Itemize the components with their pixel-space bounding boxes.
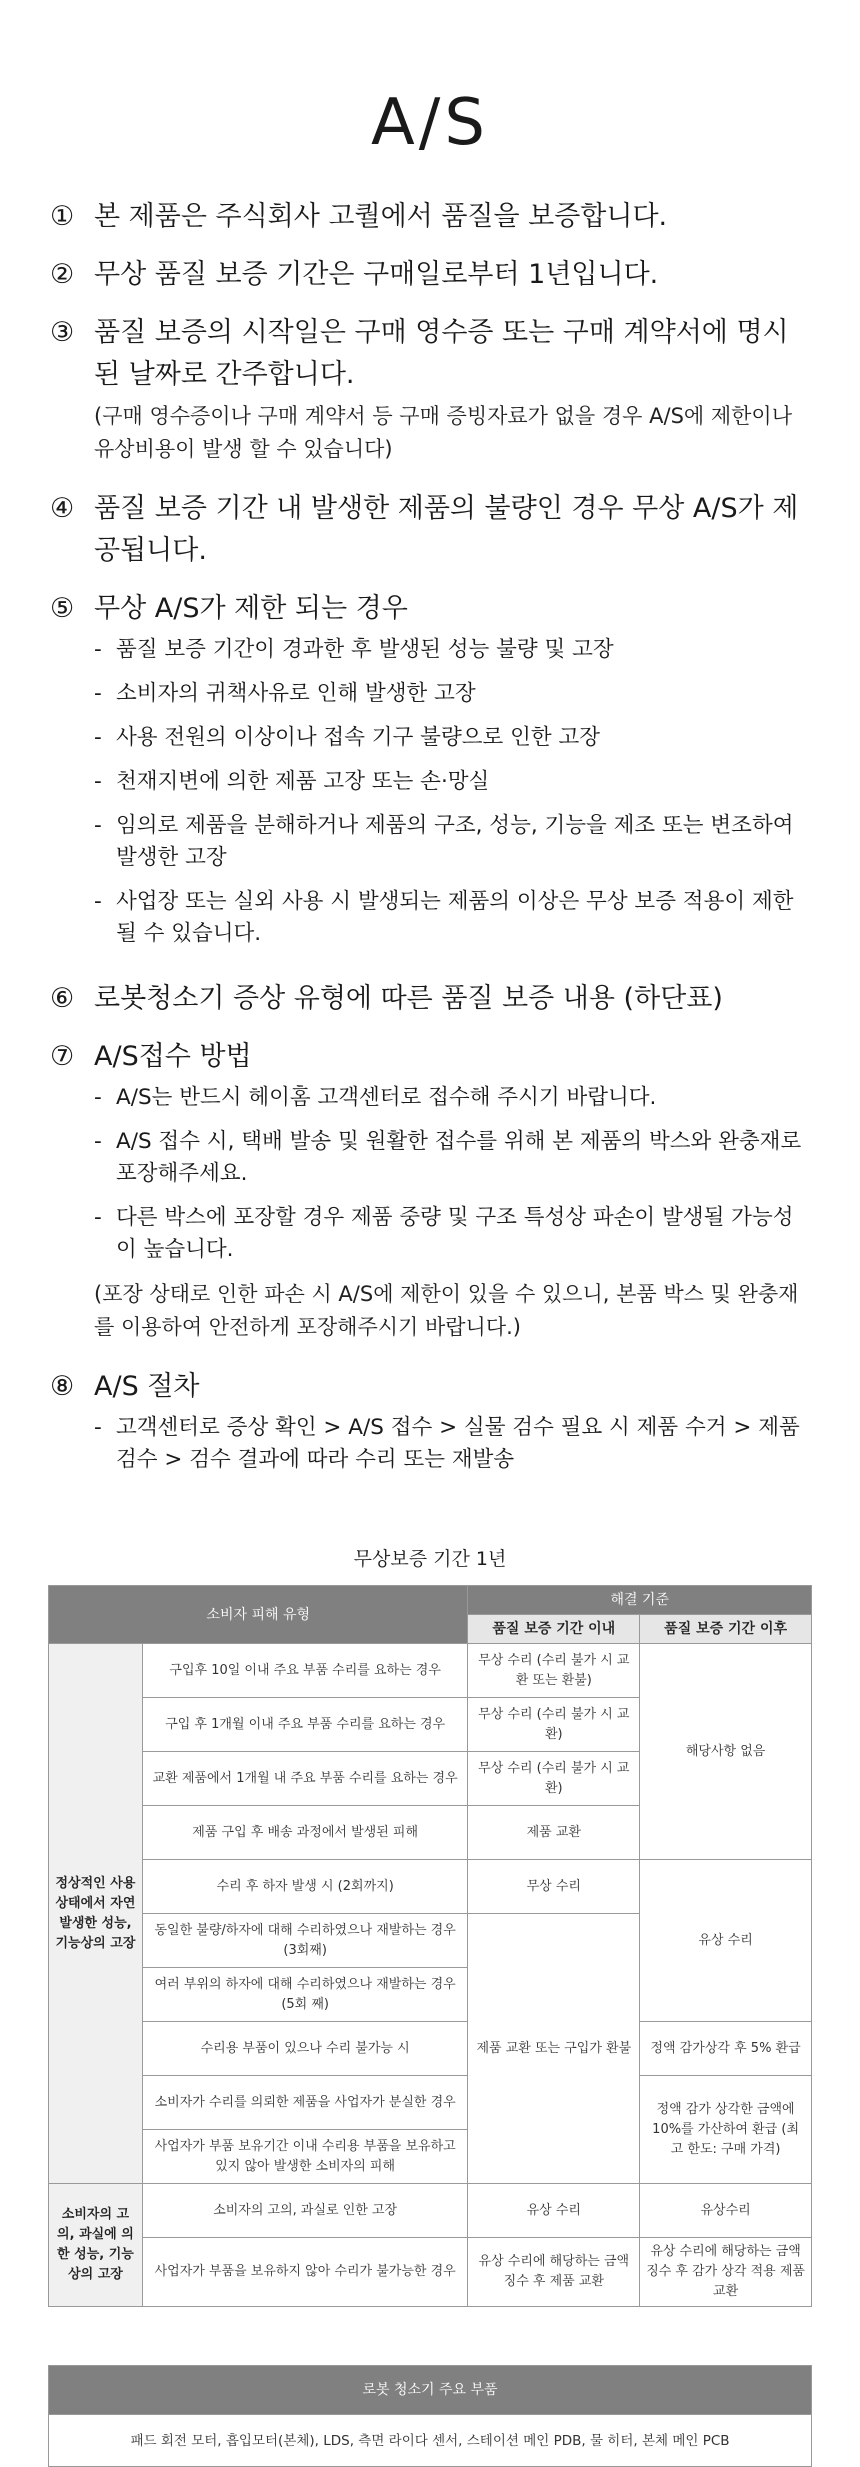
table-cell: 정액 감가상각 후 5% 환급 <box>640 2022 812 2076</box>
page-title: A/S <box>371 86 489 160</box>
table-cell: 유상수리 <box>640 2184 812 2238</box>
table-cell: 유상 수리에 해당하는 금액 징수 후 제품 교환 <box>468 2238 640 2307</box>
table-cell: 제품 교환 <box>468 1806 640 1860</box>
table-cell: 제품 구입 후 배송 과정에서 발생된 피해 <box>142 1806 468 1860</box>
warranty-table <box>48 1585 812 2307</box>
list-item: - 고객센터로 증상 확인 > A/S 접수 > 실물 검수 필요 시 제품 수거 > 제품 검수 > 검수 결과에 따라 수리 또는 재발송 <box>94 1412 812 1476</box>
bullet-text: 사용 전원의 이상이나 접속 기구 불량으로 인한 고장 <box>116 725 600 750</box>
item-text: 품질 보증의 시작일은 구매 영수증 또는 구매 계약서에 명시된 날짜로 간주합니다. <box>94 317 789 390</box>
list-item: - 사용 전원의 이상이나 접속 기구 불량으로 인한 고장 <box>94 722 812 754</box>
list-item: - 사업장 또는 실외 사용 시 발생되는 제품의 이상은 무상 보증 적용이 제한 될 수 있습니다. <box>94 886 812 950</box>
table-cell: 동일한 불량/하자에 대해 수리하였으나 재발하는 경우 (3회째) <box>142 1914 468 1968</box>
table-cell: 수리 후 하자 발생 시 (2회까지) <box>142 1860 468 1914</box>
list-item: - 소비자의 귀책사유로 인해 발생한 고장 <box>94 678 812 710</box>
policy-item <box>50 978 812 1020</box>
table-cell: 수리용 부품이 있으나 수리 불가능 시 <box>142 2022 468 2076</box>
category-normal-use: 정상적인 사용 상태에서 자연 발생한 성능, 기능상의 고장 <box>49 1644 143 2184</box>
item-text: A/S 절차 <box>94 1371 200 1402</box>
policy-item <box>50 1366 812 1488</box>
as-policy-list <box>0 196 860 1488</box>
table-cell: 정액 감가 상각한 금액에 10%를 가산하여 환급 (최고 한도: 구매 가격) <box>640 2076 812 2184</box>
header-after-warranty: 품질 보증 기간 이후 <box>640 1615 812 1644</box>
table-cell: 제품 교환 또는 구입가 환불 <box>468 1914 640 2184</box>
table-cell: 사업자가 부품 보유기간 이내 수리용 부품을 보유하고 있지 않아 발생한 소비자의 피해 <box>142 2130 468 2184</box>
list-item: - 다른 박스에 포장할 경우 제품 중량 및 구조 특성상 파손이 발생될 가능성이 높습니다. <box>94 1202 812 1266</box>
item-text: 무상 품질 보증 기간은 구매일로부터 1년입니다. <box>94 259 659 290</box>
bullet-text: 품질 보증 기간이 경과한 후 발생된 성능 불량 및 고장 <box>116 637 614 662</box>
bullet-list <box>94 634 812 950</box>
main-parts-title: 로봇 청소기 주요 부품 <box>49 2366 811 2414</box>
item-text: 무상 A/S가 제한 되는 경우 <box>94 593 408 624</box>
table-cell: 무상 수리 (수리 불가 시 교환) <box>468 1752 640 1806</box>
table-cell: 사업자가 부품을 보유하지 않아 수리가 불가능한 경우 <box>142 2238 468 2307</box>
bullet-text: 고객센터로 증상 확인 > A/S 접수 > 실물 검수 필요 시 제품 수거 > 제품 검수 > 검수 결과에 따라 수리 또는 재발송 <box>116 1415 800 1472</box>
list-item: - 임의로 제품을 분해하거나 제품의 구조, 성능, 기능을 제조 또는 변조하여 발생한 고장 <box>94 810 812 874</box>
category-user-fault: 소비자의 고의, 과실에 의한 성능, 기능상의 고장 <box>49 2184 143 2307</box>
bullet-text: 소비자의 귀책사유로 인해 발생한 고장 <box>116 681 476 706</box>
table-cell: 여러 부위의 하자에 대해 수리하였으나 재발하는 경우 (5회 째) <box>142 1968 468 2022</box>
list-item: - A/S 접수 시, 택배 발송 및 원활한 접수를 위해 본 제품의 박스와 완충재로 포장해주세요. <box>94 1126 812 1190</box>
policy-item <box>50 254 812 296</box>
table-caption: 무상보증 기간 1년 <box>353 1548 507 1570</box>
table-cell: 유상 수리 <box>640 1860 812 2022</box>
item-text: 로봇청소기 증상 유형에 따른 품질 보증 내용 (하단표) <box>94 983 723 1014</box>
bullet-text: 사업장 또는 실외 사용 시 발생되는 제품의 이상은 무상 보증 적용이 제한 될 수 있습니다. <box>116 889 794 946</box>
item-text: 본 제품은 주식회사 고퀄에서 품질을 보증합니다. <box>94 201 668 232</box>
bullet-text: 다른 박스에 포장할 경우 제품 중량 및 구조 특성상 파손이 발생될 가능성이 높습니다. <box>116 1205 794 1262</box>
bullet-text: A/S는 반드시 헤이홈 고객센터로 접수해 주시기 바랍니다. <box>116 1085 657 1110</box>
item-number: ④ <box>50 493 75 524</box>
item-number: ⑥ <box>50 983 75 1014</box>
table-cell: 소비자의 고의, 과실로 인한 고장 <box>142 2184 468 2238</box>
table-cell: 구입 후 1개월 이내 주요 부품 수리를 요하는 경우 <box>142 1698 468 1752</box>
table-cell: 구입후 10일 이내 주요 부품 수리를 요하는 경우 <box>142 1644 468 1698</box>
policy-item <box>50 312 812 472</box>
item-number: ③ <box>50 317 75 348</box>
policy-item <box>50 588 812 962</box>
table-cell: 교환 제품에서 1개월 내 주요 부품 수리를 요하는 경우 <box>142 1752 468 1806</box>
item-number: ⑧ <box>50 1371 75 1402</box>
table-cell: 해당사항 없음 <box>640 1644 812 1860</box>
bullet-list <box>94 1082 812 1266</box>
item-number: ⑤ <box>50 593 75 624</box>
item-number: ① <box>50 201 75 232</box>
table-cell: 무상 수리 (수리 불가 시 교환) <box>468 1698 640 1752</box>
table-cell: 유상 수리에 해당하는 금액 징수 후 감가 상각 적용 제품 교환 <box>640 2238 812 2307</box>
table-cell: 유상 수리 <box>468 2184 640 2238</box>
item-text: A/S접수 방법 <box>94 1041 252 1072</box>
bullet-list <box>94 1412 812 1476</box>
bullet-text: 임의로 제품을 분해하거나 제품의 구조, 성능, 기능을 제조 또는 변조하여 발생한 고장 <box>116 813 794 870</box>
policy-item <box>50 1036 812 1350</box>
bullet-text: A/S 접수 시, 택배 발송 및 원활한 접수를 위해 본 제품의 박스와 완충재로 포장해주세요. <box>116 1129 802 1186</box>
table-cell: 무상 수리 <box>468 1860 640 1914</box>
item-note: (포장 상태로 인한 파손 시 A/S에 제한이 있을 수 있으니, 본품 박스 및 완충재를 이용하여 안전하게 포장해주시기 바랍니다.) <box>94 1282 799 1339</box>
list-item: - A/S는 반드시 헤이홈 고객센터로 접수해 주시기 바랍니다. <box>94 1082 812 1114</box>
list-item: - 품질 보증 기간이 경과한 후 발생된 성능 불량 및 고장 <box>94 634 812 666</box>
item-note: (구매 영수증이나 구매 계약서 등 구매 증빙자료가 없을 경우 A/S에 제한이나 유상비용이 발생 할 수 있습니다) <box>94 404 793 461</box>
main-parts-box <box>48 2365 812 2467</box>
table-cell: 소비자가 수리를 의뢰한 제품을 사업자가 분실한 경우 <box>142 2076 468 2130</box>
header-within-warranty: 품질 보증 기간 이내 <box>468 1615 640 1644</box>
table-cell: 무상 수리 (수리 불가 시 교환 또는 환불) <box>468 1644 640 1698</box>
bullet-text: 천재지변에 의한 제품 고장 또는 손·망실 <box>116 769 490 794</box>
header-damage-type: 소비자 피해 유형 <box>49 1586 468 1644</box>
header-resolution: 해결 기준 <box>468 1586 812 1615</box>
policy-item <box>50 196 812 238</box>
policy-item <box>50 488 812 572</box>
item-number: ⑦ <box>50 1041 75 1072</box>
item-number: ② <box>50 259 75 290</box>
item-text: 품질 보증 기간 내 발생한 제품의 불량인 경우 무상 A/S가 제공됩니다. <box>94 493 799 566</box>
list-item: - 천재지변에 의한 제품 고장 또는 손·망실 <box>94 766 812 798</box>
main-parts-list: 패드 회전 모터, 흡입모터(본체), LDS, 측면 라이다 센서, 스테이션 메인 PDB, 물 히터, 본체 메인 PCB <box>49 2414 811 2466</box>
